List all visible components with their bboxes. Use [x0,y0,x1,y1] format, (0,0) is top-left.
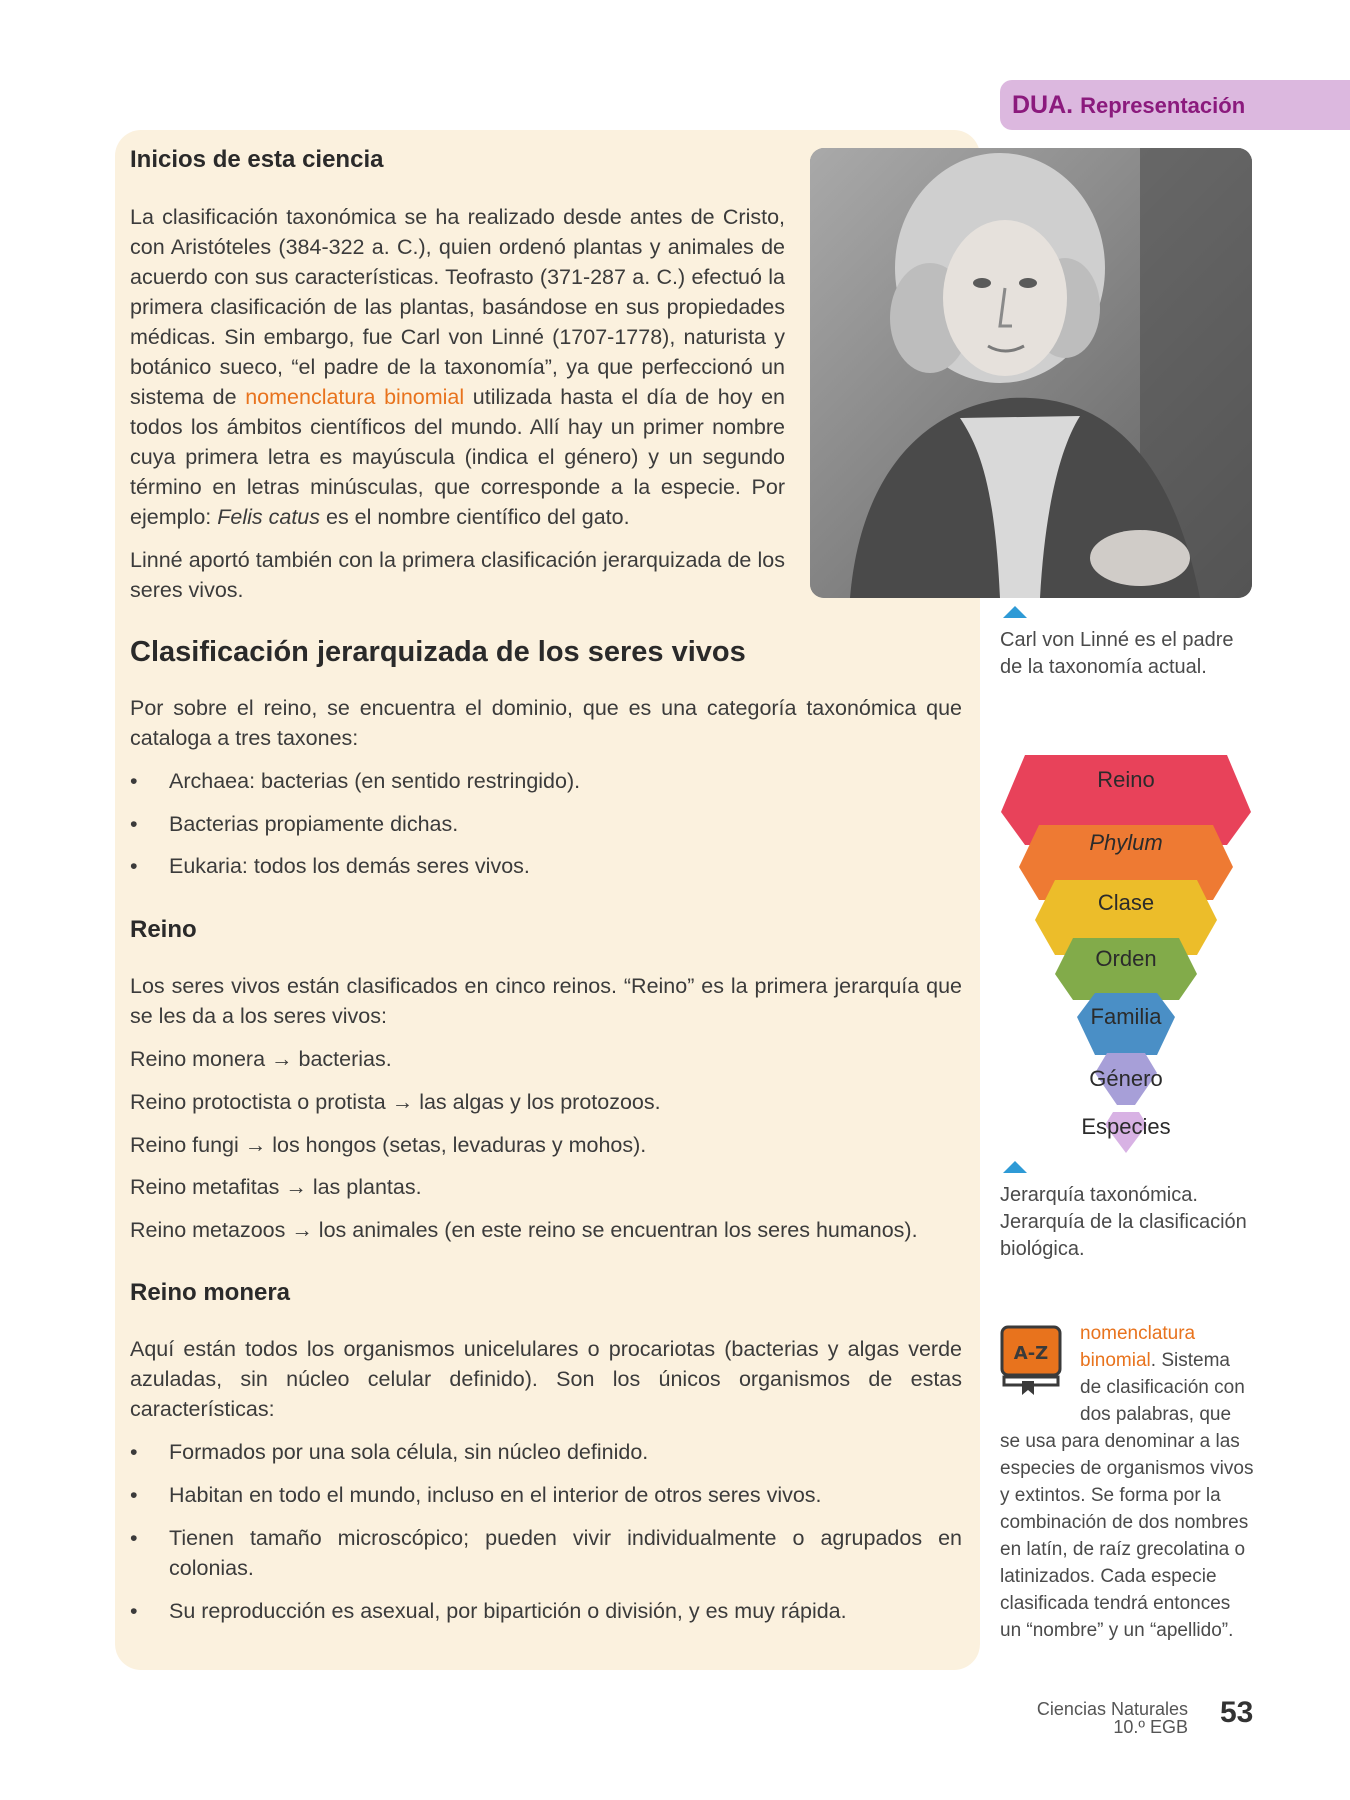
list-item: • Formados por una sola célula, sin núcleo definido. [130,1440,649,1464]
reino-line: Reino metazoos → los animales (en este reino se encuentran los seres humanos). [130,1218,918,1242]
list-item: • Bacterias propiamente dichas. [130,812,459,836]
taxonomy-pyramid [995,755,1265,1155]
glossary-definition: . Sistema de clasificación con dos palabras, que se usa para denominar a las especies de organismos vivos y extintos. Se forma por la combinación de dos nombres en latín, de raíz grecolatina o latinizados. Cada especie clasificada tendrá entonces un “nombre” y un “apellido”. [1000,1350,1254,1641]
footer-subject: Ciencias Naturales 10.º EGB [1036,1699,1188,1737]
clasificacion-paragraph: Por sobre el reino, se encuentra el dominio, que es una categoría taxonómica que cataloga a tres taxones: [130,696,962,750]
pyramid-label: Orden [1095,946,1157,971]
monera-heading: Reino monera [130,1279,291,1306]
pyramid-label: Reino [1097,767,1155,792]
list-item: • Su reproducción es asexual, por bipartición o división, y es muy rápida. [130,1599,847,1623]
reino-line: Reino metafitas → las plantas. [130,1175,422,1199]
caption-marker-icon [1003,1161,1027,1173]
glossary-term: nomenclatura binomial [1080,1323,1196,1371]
reino-line: Reino fungi → los hongos (setas, levaduras y mohos). [130,1133,647,1157]
pyramid-label: Género [1089,1066,1163,1091]
pyramid-caption: Jerarquía taxonómica. Jerarquía de la clasificación biológica. [1000,1184,1247,1260]
list-item: • Tienen tamaño microscópico; pueden vivir individualmente o agrupados en colonias. [130,1526,962,1580]
dictionary-icon [1000,1325,1062,1397]
page-number: 53 [1220,1696,1254,1729]
reino-paragraph: Los seres vivos están clasificados en cinco reinos. “Reino” es la primera jerarquía que se les da a los seres vivos: [130,974,962,1028]
reino-heading: Reino [130,916,197,943]
dua-tab [1000,80,1350,130]
linnaeus-portrait [810,148,1252,598]
list-item: • Eukaria: todos los demás seres vivos. [130,854,530,878]
dua-representacion: Representación [1080,93,1246,118]
dua-label: DUA. Representación [1012,91,1246,119]
pyramid-label: Familia [1090,1004,1162,1029]
pyramid-label: Especies [1081,1114,1171,1139]
nomenclatura-highlight: nomenclatura binomial [245,385,465,409]
linnaeus-portrait-image [810,148,1252,598]
list-item: • Archaea: bacterias (en sentido restringido). [130,769,581,793]
intro-paragraph: La clasificación taxonómica se ha realizado desde antes de Cristo, con Aristóteles (384-322 a. C.), quien ordenó plantas y animales de acuerdo con sus características. Teofrasto (371-287 a. C.) efectuó la primera clasificación de las plantas, basándose en sus propiedades médicas. Sin embargo, fue Carl von Linné (1707-1778), naturista y botánico sueco, “el padre de la taxonomía”, ya que perfeccionó un sistema de nomenclatura binomial utilizada hasta el día de hoy en todos los ámbitos científicos del mundo. Allí hay un primer nombre cuya primera letra es mayúscula (indica el género) y un segundo término en letras minúsculas, que corresponde a la especie. Por ejemplo: Felis catus es el nombre científico del gato. [130,205,785,529]
pyramid-label: Clase [1097,890,1155,915]
monera-paragraph: Aquí están todos los organismos unicelulares o procariotas (bacterias y algas verde azuladas, sin núcleo celular definido). Son los únicos organismos de estas características: [130,1337,962,1421]
caption-marker-icon [1003,606,1027,618]
dictionary-icon-text: A-Z [1013,1343,1049,1364]
list-item: • Habitan en todo el mundo, incluso en el interior de otros seres vivos. [130,1483,822,1507]
portrait-caption: Carl von Linné es el padre de la taxonomía actual. [1000,629,1234,678]
clasificacion-heading: Clasificación jerarquizada de los seres vivos [130,636,746,668]
pyramid-label: Phylum [1089,830,1163,855]
intro-paragraph-2: Linné aportó también con la primera clasificación jerarquizada de los seres vivos. [130,548,785,602]
reino-line: Reino protoctista o protista → las algas y los protozoos. [130,1090,661,1114]
intro-heading: Inicios de esta ciencia [130,146,384,173]
reino-line: Reino monera → bacterias. [130,1047,392,1071]
